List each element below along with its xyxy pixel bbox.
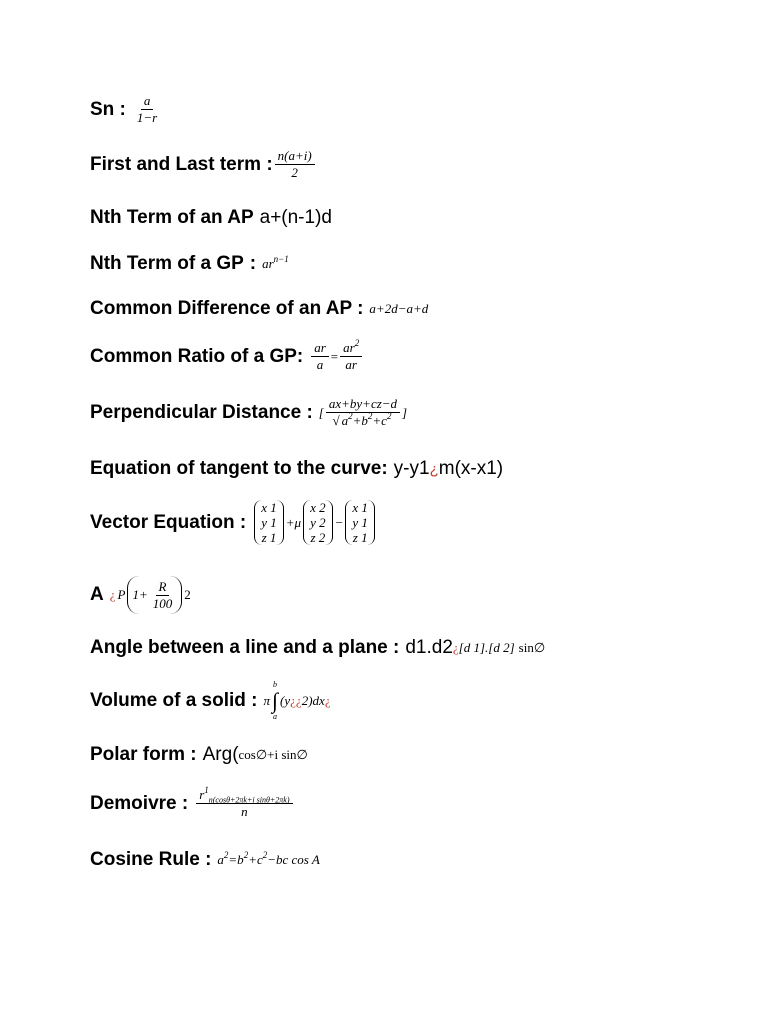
value-nth-term-ap: a+(n-1)d <box>259 207 332 228</box>
line-polar-form: Polar form : Arg( cos∅+i sin∅ <box>90 744 308 765</box>
label-demoivre: Demoivre : <box>90 792 189 814</box>
label-common-ratio: Common Ratio of a GP: <box>90 345 304 367</box>
expr-common-difference: a+2d−a+d <box>369 301 429 316</box>
label-nth-term-ap: Nth Term of an AP <box>90 207 254 228</box>
label-cosine-rule: Cosine Rule : <box>90 849 212 870</box>
fraction-first-last-term: $\frac{n(a+i)}{2}$ <box>275 149 315 180</box>
label-common-difference: Common Difference of an AP : <box>90 298 364 319</box>
fraction-demoivre: $\frac{r^1_{n(cos\theta+2\pi k+i sin\theta+2\pi k)}}{n}$ <box>196 788 292 819</box>
expr-tangent-equation: y-y1¿m(x-x1) <box>393 458 504 479</box>
label-compound-amount: A <box>90 584 104 605</box>
line-demoivre <box>90 785 295 819</box>
line-tangent-equation <box>90 458 503 480</box>
colon-nth-term-gp: : <box>249 253 257 274</box>
fraction-ratio-left: $\frac{ar}{a}$ <box>311 341 329 372</box>
line-vector-equation: Vector Equation : x 1 y 1 z 1 +μ x 2 y 2 z 2 − x 1 y 1 z 1 <box>90 500 377 545</box>
label-volume-of-solid: Volume of a solid : <box>90 690 258 711</box>
label-tangent-equation: Equation of tangent to the curve: <box>90 458 388 479</box>
line-cosine-rule <box>90 849 320 871</box>
label-nth-term-gp: Nth Term of a GP <box>90 253 244 274</box>
fraction-sn: $\frac{a}{1-r}$ <box>136 93 158 125</box>
line-volume-of-solid: Volume of a solid : π b ∫ a (y¿¿2)dx¿ <box>90 680 331 721</box>
line-common-difference <box>90 298 428 320</box>
line-compound-amount: A ¿ P 1+ $\frac{R}{100}$ 2 <box>90 576 191 614</box>
integral-sign: b ∫ a <box>272 680 279 721</box>
label-polar-form: Polar form : <box>90 744 197 765</box>
fraction-perpendicular-distance: $\frac{ax+by+cz-d}{√ a^2+b^2+c^2}$ <box>326 397 400 428</box>
label-angle-line-plane: Angle between a line and a plane : <box>90 637 400 658</box>
vector-3: x 1 y 1 z 1 <box>345 500 375 545</box>
line-sn <box>90 94 162 125</box>
vector-1: x 1 y 1 z 1 <box>254 500 284 545</box>
line-nth-term-ap <box>90 207 332 229</box>
expr-nth-term-gp: $ar^{n-1}$ <box>262 254 289 271</box>
compound-bracket: 1+ $\frac{R}{100}$ <box>127 576 182 614</box>
label-perpendicular-distance: Perpendicular Distance : <box>90 401 313 423</box>
vector-2: x 2 y 2 z 2 <box>303 500 333 545</box>
line-nth-term-gp <box>90 253 289 275</box>
line-first-last-term <box>90 149 317 180</box>
expr-polar-form: cos∅+i sin∅ <box>238 747 308 762</box>
label-first-last-term: First and Last term : <box>90 153 273 175</box>
fraction-ratio-right: $\frac{ar^2}{ar}$ <box>340 341 362 372</box>
expr-angle-line-plane: d1.d2 <box>405 637 453 658</box>
expr-cosine-rule: $a^2=b^2+c^2-bc$ cos A <box>217 850 320 867</box>
label-vector-equation: Vector Equation : <box>90 511 247 533</box>
line-common-ratio: Common Ratio of a GP: $\frac{ar}{a}$ = $\frac{ar^2}{ar}$ <box>90 341 364 372</box>
line-angle-line-plane: Angle between a line and a plane : d1.d2 ¿ [d 1].[d 2] sin∅ <box>90 637 546 658</box>
label-sn: Sn : <box>90 98 126 120</box>
line-perpendicular-distance: Perpendicular Distance : [ $\frac{ax+by+cz-d}{√ a^2+b^2+c^2}$ ] <box>90 396 408 428</box>
